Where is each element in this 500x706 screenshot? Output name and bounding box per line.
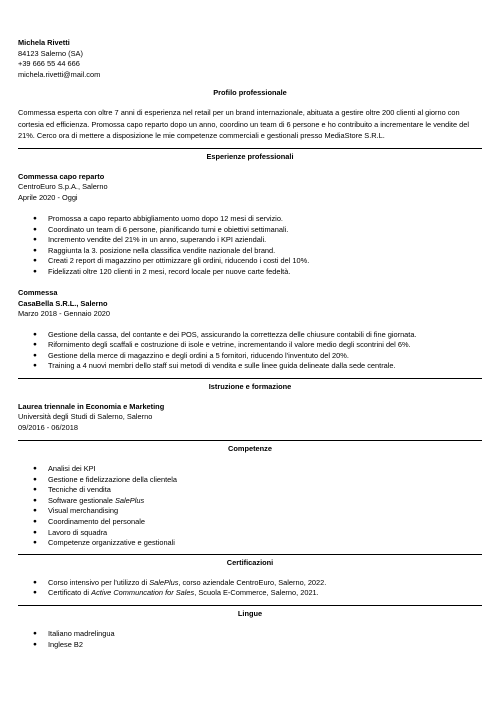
education-section-title: Istruzione e formazione [208,381,292,391]
contact-block [18,38,482,80]
languages-list [18,629,482,650]
skill-item: ● Analisi dei KPI [18,464,482,475]
certification-item [18,578,482,589]
section-divider [18,440,482,441]
skill-software-name: SalePlus [114,495,145,505]
job-bullet: ● Fidelizzati oltre 120 clienti in 2 mesi, record locale per nuove carte fedeltà. [18,267,482,278]
skill-item [18,496,482,507]
cert-text: Corso intensivo per l'utilizzo di [48,577,150,587]
job-company: CentroEuro S.p.A., Salerno [18,182,108,191]
contact-city: 84123 Salerno (SA) [18,48,83,58]
skill-item: ● Competenze organizzative e gestionali [18,538,482,549]
profile-section-title: Profilo professionale [213,88,287,97]
candidate-name: Michela Rivetti [18,38,70,47]
job-bullet: ● Gestione della cassa, del contante e dei POS, assicurando la correttezza delle chiusure contabili di fine giornata. [18,330,482,341]
language-item: ● Italiano madrelingua [18,629,482,640]
section-divider [18,605,482,606]
certifications-section-title: Certificazioni [226,557,274,567]
job-bullet: ● Rifornimento degli scaffali e costruzione di isole e vetrine, incrementando il valore medio degli scontrini del 6%. [18,340,482,351]
job-bullet: ● Coordinato un team di 6 persone, pianificando turni e obiettivi settimanali. [18,225,482,236]
cert-text: Certificato di [48,588,92,598]
contact-phone: +39 666 55 44 666 [18,59,80,68]
section-divider [18,554,482,555]
skill-item: ● Tecniche di vendita [18,485,482,496]
job-bullet: ● Raggiunta la 3. posizione nella classifica vendite nazionale del brand. [18,246,482,257]
resume-page [18,38,482,650]
job-period: Aprile 2020 - Oggi [18,192,78,202]
job-role: Commessa capo reparto [18,171,105,181]
skills-list [18,464,482,549]
contact-email: michela.rivetti@mail.com [18,69,101,79]
cert-text: , corso aziendale CentroEuro, Salerno, 2022. [178,577,327,587]
section-divider [18,148,482,149]
certification-item [18,588,482,599]
job-bullet: ● Gestione della merce di magazzino e degli ordini a 5 fornitori, riducendo l'inventuto del 20%. [18,351,482,362]
skill-item: ● Coordinamento del personale [18,517,482,528]
job-bullet-list [18,330,482,372]
profile-line: cortesia ed efficienza. Promossa capo reparto dopo un anno, coordino un team di 6 persone e ho contribuito a incrementare le vendite del [18,119,469,129]
cert-product-name: SalePlus [149,577,179,587]
job-bullet: ● Creati 2 report di magazzino per ottimizzare gli ordini, riducendo i costi del 10%. [18,256,482,267]
job-bullet: ● Incremento vendite del 21% in un anno, superando i KPI aziendali. [18,235,482,246]
job-company: CasaBella S.R.L., Salerno [18,298,108,308]
job-period: Marzo 2018 - Gennaio 2020 [18,309,111,318]
profile-line: 21%. Cerco ora di mettere a disposizione le mie competenze commerciali e gestionali presso MediaStore S.R.L. [18,131,385,140]
job-entry [18,172,482,204]
education-entry [18,402,482,434]
experience-section-title: Esperienze professionali [206,151,294,161]
skill-item: ● Lavoro di squadra [18,528,482,539]
cert-course-name: Active Communcation for Sales [91,588,195,598]
profile-summary [18,108,482,143]
language-item: ● Inglese B2 [18,640,482,651]
job-entry [18,288,482,320]
skill-item: ● Gestione e fidelizzazione della clientela [18,475,482,486]
job-role: Commessa [18,288,58,297]
profile-line: Commessa esperta con oltre 7 anni di esperienza nel retail per un brand internazionale, abituata a gestire oltre 200 clienti al giorno con [18,108,460,117]
section-divider [18,378,482,379]
school-name: Università degli Studi di Salerno, Salerno [18,412,153,421]
job-bullet: ● Training a 4 nuovi membri dello staff sui metodi di vendita e sulle linee guida delineate dalla sede centrale. [18,361,482,372]
skill-software-prefix: Software gestionale [48,495,115,505]
job-bullet-list [18,214,482,277]
degree-title: Laurea triennale in Economia e Marketing [18,401,165,411]
job-bullet: ● Promossa a capo reparto abbigliamento uomo dopo 12 mesi di servizio. [18,214,482,225]
education-period: 09/2016 - 06/2018 [18,422,78,432]
certifications-list [18,578,482,599]
skill-item: ● Visual merchandising [18,506,482,517]
skills-section-title: Competenze [228,444,272,453]
languages-section-title: Lingue [237,608,263,618]
cert-text: , Scuola E-Commerce, Salerno, 2021. [194,588,319,598]
